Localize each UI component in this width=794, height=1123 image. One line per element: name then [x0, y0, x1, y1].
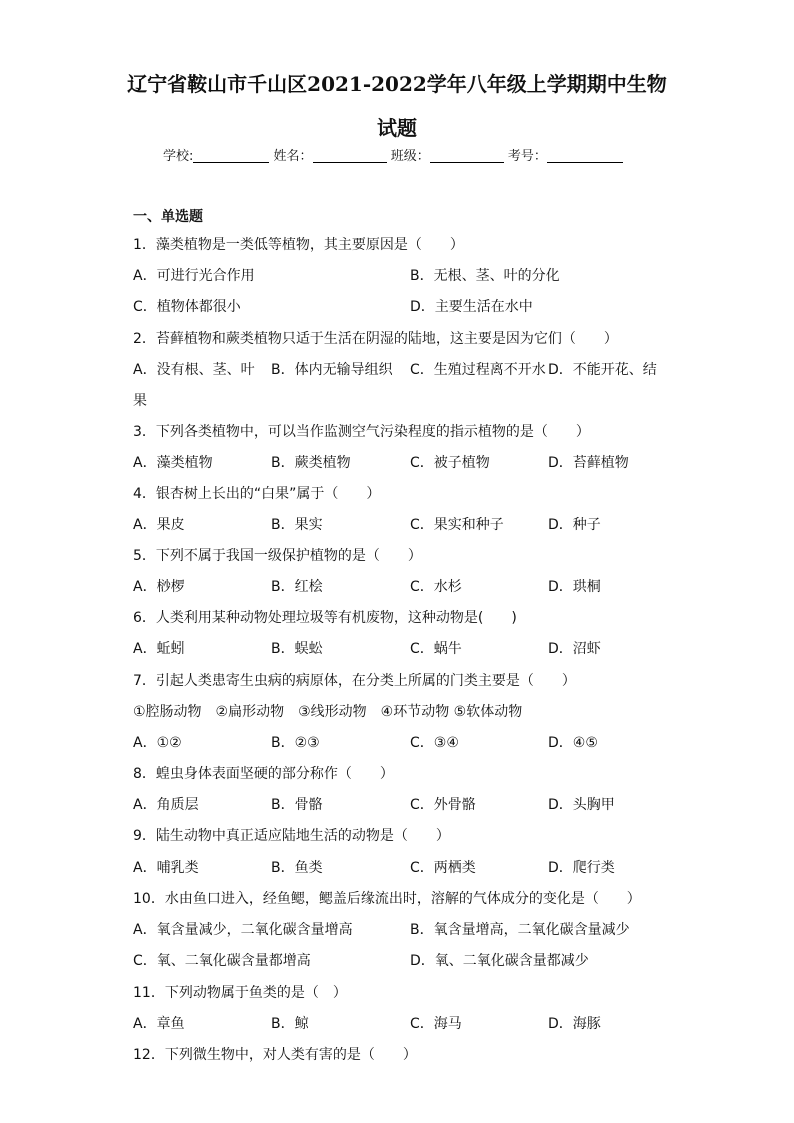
question-1-option-b[interactable]: B．无根、茎、叶的分化: [410, 268, 560, 284]
exam-no-label: 考号：: [507, 149, 547, 164]
question-3-option-d[interactable]: D．苔藓植物: [548, 455, 629, 471]
question-3-option-a[interactable]: A．藻类植物: [133, 455, 213, 471]
question-6-option-b[interactable]: B．蜈蚣: [271, 641, 323, 657]
question-7-stem: 7．引起人类患寄生虫病的病原体，在分类上所属的门类主要是（ ）: [133, 673, 576, 689]
question-7-option-d[interactable]: D．④⑤: [548, 735, 598, 751]
question-5-stem: 5．下列不属于我国一级保护植物的是（ ）: [133, 548, 422, 564]
question-9-option-a[interactable]: A．哺乳类: [133, 860, 199, 876]
question-1-option-d[interactable]: D．主要生活在水中: [410, 299, 533, 315]
question-4-option-c[interactable]: C．果实和种子: [410, 517, 504, 533]
question-4-stem: 4．银杏树上长出的“白果”属于（ ）: [133, 486, 381, 502]
class-label: 班级：: [390, 149, 430, 164]
question-11-option-d[interactable]: D．海豚: [548, 1016, 601, 1032]
question-6-stem: 6．人类利用某种动物处理垃圾等有机废物，这种动物是( ): [133, 610, 517, 626]
question-5-option-a[interactable]: A．桫椤: [133, 579, 185, 595]
question-10-stem: 10．水由鱼口进入，经鱼鳃，鳃盖后缘流出时，溶解的气体成分的变化是（ ）: [133, 891, 641, 907]
question-1-option-c[interactable]: C．植物体都很小: [133, 299, 241, 315]
school-blank[interactable]: [193, 148, 269, 163]
question-3-option-c[interactable]: C．被子植物: [410, 455, 490, 471]
question-4-option-b[interactable]: B．果实: [271, 517, 323, 533]
question-8-option-a[interactable]: A．角质层: [133, 797, 199, 813]
question-4-option-a[interactable]: A．果皮: [133, 517, 185, 533]
question-11-option-c[interactable]: C．海马: [410, 1016, 462, 1032]
question-8-option-d[interactable]: D．头胸甲: [548, 797, 615, 813]
question-11-option-b[interactable]: B．鲸: [271, 1016, 309, 1032]
question-9-option-c[interactable]: C．两栖类: [410, 860, 476, 876]
document-title-line-2: 试题: [377, 116, 417, 140]
question-7-option-a[interactable]: A．①②: [133, 735, 182, 751]
question-4-option-d[interactable]: D．种子: [548, 517, 601, 533]
question-2-option-d-wrap: 果: [133, 393, 147, 409]
question-9-stem: 9．陆生动物中真正适应陆地生活的动物是（ ）: [133, 828, 450, 844]
question-3-option-b[interactable]: B．蕨类植物: [271, 455, 351, 471]
question-5-option-c[interactable]: C．水杉: [410, 579, 462, 595]
question-10-option-d[interactable]: D．氧、二氧化碳含量都减少: [410, 953, 589, 969]
question-1-stem: 1．藻类植物是一类低等植物，其主要原因是（ ）: [133, 237, 464, 253]
school-label: 学校:: [163, 149, 194, 164]
question-1-option-a[interactable]: A．可进行光合作用: [133, 268, 255, 284]
question-9-option-b[interactable]: B．鱼类: [271, 860, 323, 876]
question-8-option-b[interactable]: B．骨骼: [271, 797, 323, 813]
question-7-option-b[interactable]: B．②③: [271, 735, 320, 751]
question-10-option-c[interactable]: C．氧、二氧化碳含量都增高: [133, 953, 311, 969]
question-8-option-c[interactable]: C．外骨骼: [410, 797, 476, 813]
question-6-option-d[interactable]: D．沼虾: [548, 641, 601, 657]
question-11-stem: 11．下列动物属于鱼类的是（ ）: [133, 985, 347, 1001]
question-5-option-d[interactable]: D．珙桐: [548, 579, 601, 595]
question-11-option-a[interactable]: A．章鱼: [133, 1016, 185, 1032]
question-8-stem: 8．蝗虫身体表面坚硬的部分称作（ ）: [133, 766, 394, 782]
exam-no-blank[interactable]: [547, 148, 623, 163]
question-12-stem: 12．下列微生物中，对人类有害的是（ ）: [133, 1047, 417, 1063]
name-blank[interactable]: [313, 148, 387, 163]
question-10-option-b[interactable]: B．氧含量增高，二氧化碳含量减少: [410, 922, 630, 938]
name-label: 姓名：: [273, 149, 313, 164]
question-2-stem: 2．苔藓植物和蕨类植物只适于生活在阴湿的陆地，这主要是因为它们（ ）: [133, 331, 618, 347]
student-info-row: [163, 145, 623, 164]
question-2-option-c[interactable]: C．生殖过程离不开水: [410, 362, 546, 378]
question-5-option-b[interactable]: B．红桧: [271, 579, 323, 595]
class-blank[interactable]: [430, 148, 504, 163]
question-3-stem: 3．下列各类植物中，可以当作监测空气污染程度的指示植物的是（ ）: [133, 424, 590, 440]
document-title-line-1: 辽宁省鞍山市千山区2021-2022学年八年级上学期期中生物: [127, 72, 667, 96]
question-7-choices-list: ①腔肠动物 ②扁形动物 ③线形动物 ④环节动物 ⑤软体动物: [133, 704, 523, 720]
question-6-option-a[interactable]: A．蚯蚓: [133, 641, 185, 657]
question-2-option-d[interactable]: D．不能开花、结: [548, 362, 657, 378]
question-2-option-b[interactable]: B．体内无输导组织: [271, 362, 393, 378]
question-6-option-c[interactable]: C．蜗牛: [410, 641, 462, 657]
question-9-option-d[interactable]: D．爬行类: [548, 860, 615, 876]
section-title: 一、单选题: [133, 209, 203, 225]
question-2-option-a[interactable]: A．没有根、茎、叶: [133, 362, 255, 378]
question-10-option-a[interactable]: A．氧含量减少，二氧化碳含量增高: [133, 922, 353, 938]
question-7-option-c[interactable]: C．③④: [410, 735, 459, 751]
